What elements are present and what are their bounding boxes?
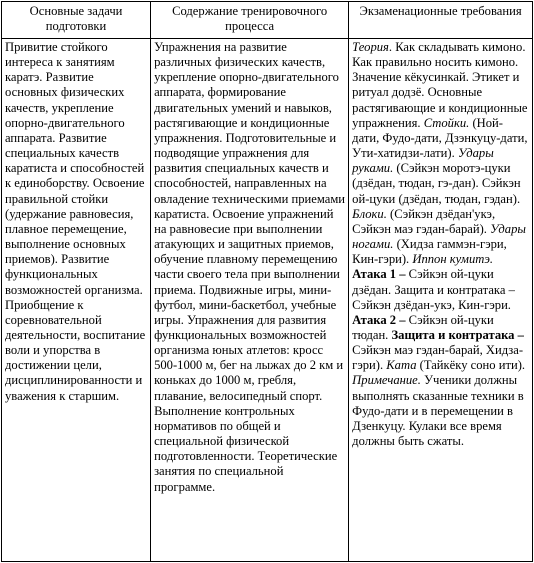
- blocks-text: (Сэйкэн дзёдан'укэ, Сэйкэн маэ гэдан-барай).: [352, 206, 496, 236]
- attack1-label: Атака 1 –: [352, 267, 406, 282]
- attack2-label: Атака 2 –: [352, 312, 406, 327]
- kata-text: (Тайкёку соно ити).: [416, 358, 526, 373]
- content-row: [2, 39, 533, 562]
- header-tasks: Основные задачи подготовки: [2, 2, 151, 39]
- header-row: [2, 2, 533, 39]
- cell-exam-requirements: [349, 39, 533, 562]
- requirements-table: [1, 1, 533, 562]
- hand-strikes-label: Удары руками.: [352, 146, 494, 176]
- hand-strikes-text: (Сэйкэн моротэ-цуки (дзёдан, тюдан, гэ-дан). Сэйкэн ой-цуки (дзёдан, тюдан, гэдан).: [352, 161, 521, 206]
- kicks-label: Удары ногами.: [352, 221, 526, 252]
- cell-training-content: [151, 39, 349, 562]
- note-label: Примечание.: [352, 373, 421, 388]
- exam-text: [352, 40, 529, 449]
- stances-text: (Ной-дати, Фудо-дати, Дзэнкуцу-дати, Ути-хатидзи-лати).: [352, 115, 528, 161]
- note-text: Ученики должны выполнять сказанные техники в Фудо-дати и в перемещении в Дзенкуцу. Кулаки все время должны быть сжаты.: [352, 373, 524, 449]
- tasks-text: Привитие стойкого интереса к занятиям каратэ. Развитие основных физических качеств, укрепление опорно-двигательного аппарата. Развитие специальных качеств каратиста и способностей к единоборству. Освоение правильной стойки (удержание равновесия, плавное перемещение, выполнение основных приемов). Развитие функциональных возможностей организма. Приобщение к соревновательной деятельности, воспитание воли и упорства в достижении цели, дисциплинированности и уважения к старшим.: [5, 40, 146, 403]
- kata-label: Ката: [386, 358, 417, 373]
- defense-text: Сэйкэн маэ гэдан-барай, Хидза-гэри).: [352, 343, 524, 373]
- blocks-label: Блоки.: [352, 206, 387, 221]
- attack2-text: Сэйкэн ой-цуки тюдан.: [352, 312, 494, 342]
- stances-label: Стойки.: [423, 115, 470, 130]
- defense-label: Защита и контратака –: [391, 327, 524, 342]
- theory-text: . Как складывать кимоно. Как правильно носить кимоно. Значение кёкусинкай. Этикет и ритуал додзё. Основные растягивающие и кондиционные упражнения.: [352, 40, 528, 130]
- theory-label: Теория: [352, 40, 389, 54]
- cell-tasks: [2, 39, 151, 562]
- ippon-kumite-label: Иппон кумитэ.: [412, 252, 494, 267]
- kicks-text: (Хидза гаммэн-гэри, Кин-гэри).: [352, 237, 507, 267]
- header-exam-requirements: Экзаменационные требования: [349, 2, 533, 39]
- header-training-content: Содержание тренировочного процесса: [151, 2, 349, 39]
- attack1-text: Сэйкэн ой-цуки дзёдан. Защита и контратака – Сэйкэн дзёдан-укэ, Кин-гэри.: [352, 267, 515, 312]
- training-text: Упражнения на развитие различных физических качеств, укрепление опорно-двигательного аппарата, формирование двигательных умений и навыков, растягивающие и кондиционные упражнения. Подготовительные и подводящие упражнения для развития специальных качеств и способностей, направленных на овладение техническими приемами каратиста. Освоение упражнений на равновесие при выполнении атакующих и защитных приемов, обучение плавному перемещению части своего тела при выполнении приема. Подвижные игры, мини-футбол, мини-баскетбол, учебные игры. Упражнения для развития функциональных возможностей организма юных атлетов: кросс 500-1000 м, бег на лыжах до 2 км и коньках до 1000 м, гребля, плавание, велосипедный спорт. Выполнение контрольных нормативов по общей и специальной физической подготовленности. Теоретические занятия по специальной программе.: [154, 40, 346, 494]
